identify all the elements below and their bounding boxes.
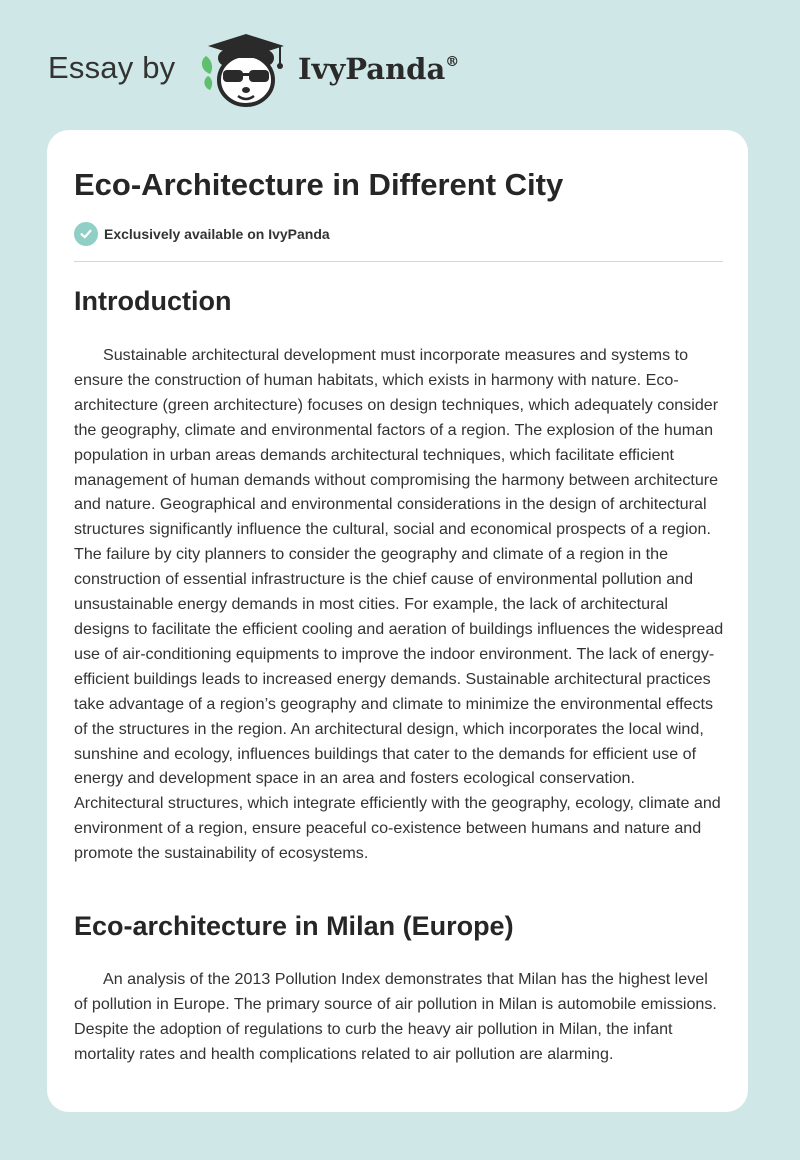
section-heading: Eco-architecture in Milan (Europe) — [74, 911, 514, 941]
section-paragraph: An analysis of the 2013 Pollution Index demonstrates that Milan has the highest level of pollution in Europe. The primary source of air pollution in Milan is automobile emissions. Despite the adoption of regulations to curb the heavy air pollution in Milan, the infant mortality rates and health complications related to air pollution are alarming. — [74, 970, 717, 1063]
badge-label: Exclusively available on IvyPanda — [104, 226, 330, 242]
check-circle-icon — [74, 222, 98, 246]
section-heading: Introduction — [74, 286, 232, 316]
essay-by-label: Essay by — [48, 50, 176, 85]
registered-mark: ® — [445, 54, 460, 70]
brand-name[interactable] — [298, 52, 459, 86]
site-header — [0, 0, 800, 130]
page-title: Eco-Architecture in Different City — [74, 167, 564, 202]
divider — [74, 261, 723, 262]
exclusive-badge — [74, 222, 330, 246]
essay-card — [47, 130, 748, 1112]
panda-graduate-icon[interactable] — [196, 30, 296, 110]
check-icon — [79, 227, 93, 241]
section-paragraph: Sustainable architectural development must incorporate measures and systems to ensure the construction of human habitats, which exists in harmony with nature. Eco-architecture (green architecture) focuses on design techniques, which adequately consider the geography, climate and environmental factors of a region. The explosion of the human population in urban areas demands architectural techniques, which facilitate efficient management of human demands without compromising the harmony between architecture and nature. Geographical and environmental considerations in the design of architectural structures significantly influence the cultural, social and economical prospects of a region. The failure by city planners to consider the geography and climate of a region in the construction of essential infrastructure is the chief cause of environmental pollution and unsustainable energy demands in most cities. For example, the lack of architectural designs to facilitate the efficient cooling and aeration of buildings influences the widespread use of air-conditioning equipments to improve the indoor environment. The lack of energy-efficient buildings leads to increased energy demands. Sustainable architectural practices take advantage of a region’s geography and climate to minimize the environmental effects of the structures in the region. An architectural design, which incorporates the local wind, sunshine and ecology, influences buildings that cater to the demands for efficient use of energy and development space in an area and fosters ecological conservation. Architectural structures, which integrate efficiently with the geography, ecology, climate and environment of a region, ensure peaceful co-existence between humans and nature and promote the sustainability of ecosystems. — [74, 346, 724, 863]
brand-label: IvyPanda — [298, 52, 446, 86]
